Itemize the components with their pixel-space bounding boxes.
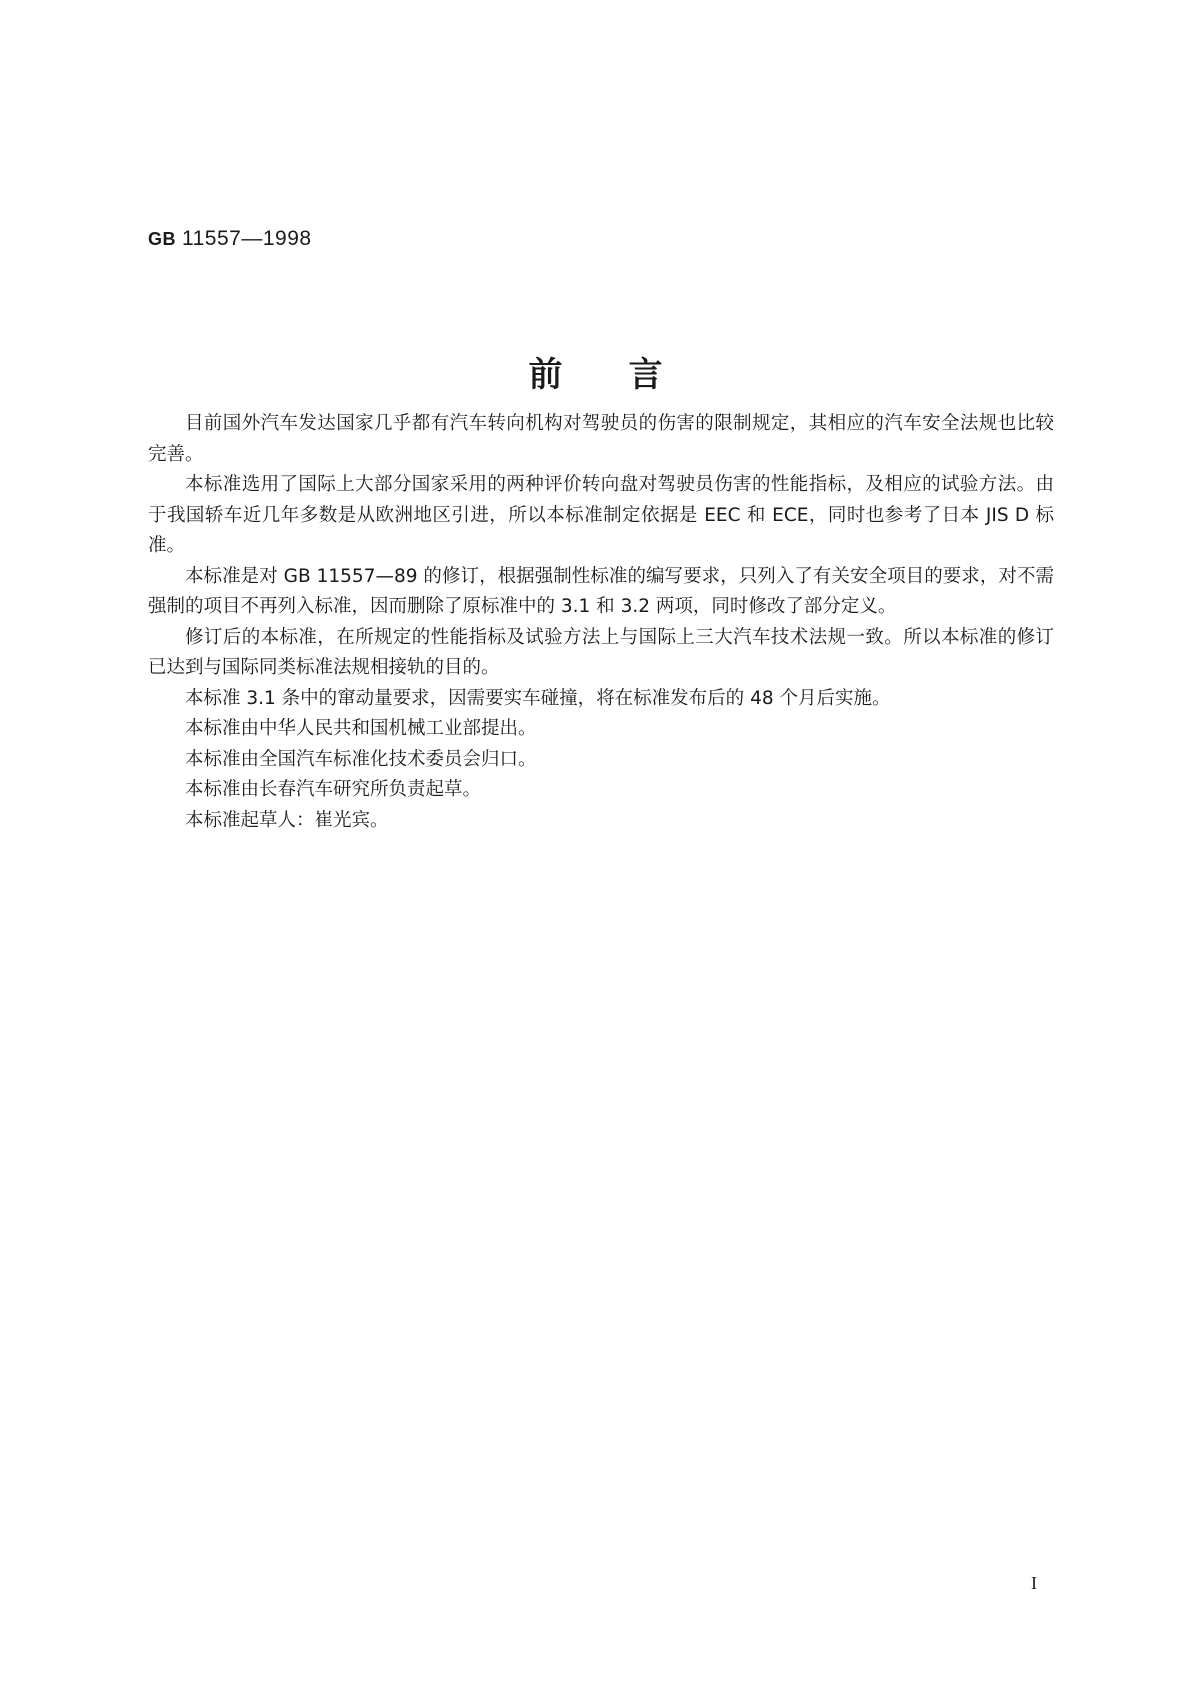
paragraph: 本标准由全国汽车标准化技术委员会归口。 bbox=[185, 748, 537, 770]
paragraph: 本标准由长春汽车研究所负责起草。 bbox=[185, 779, 482, 800]
paragraph: 目前国外汽车发达国家几乎都有汽车转向机构对驾驶员的伤害的限制规定，其相应的汽车安全法规也比较完善。 bbox=[148, 413, 1054, 465]
paragraph: 修订后的本标准，在所规定的性能指标及试验方法上与国际上三大汽车技术法规一致。所以本标准的修订已达到与国际同类标准法规相接轨的目的。 bbox=[148, 626, 1054, 678]
page-number: I bbox=[1031, 1573, 1037, 1593]
page-title: 前言 bbox=[528, 355, 729, 395]
paragraph: 本标准起草人：崔光宾。 bbox=[185, 809, 389, 831]
standard-code: 11557—1998 bbox=[182, 227, 312, 250]
paragraph: 本标准 3.1 条中的窜动量要求，因需要实车碰撞，将在标准发布后的 48 个月后实施。 bbox=[185, 687, 891, 709]
paragraph: 本标准由中华人民共和国机械工业部提出。 bbox=[185, 718, 537, 739]
standard-number bbox=[148, 226, 312, 251]
paragraph: 本标准选用了国际上大部分国家采用的两种评价转向盘对驾驶员伤害的性能指标，及相应的试验方法。由于我国轿车近几年多数是从欧洲地区引进，所以本标准制定依据是 EEC 和 ECE，同时也参考了日本 JIS D 标准。 bbox=[148, 474, 1054, 556]
standard-prefix: GB bbox=[148, 229, 176, 249]
foreword-body bbox=[148, 409, 1054, 836]
paragraph: 本标准是对 GB 11557—89 的修订，根据强制性标准的编写要求，只列入了有关安全项目的要求，对不需强制的项目不再列入标准，因而删除了原标准中的 3.1 和 3.2 两项，同时修改了部分定义。 bbox=[148, 565, 1054, 617]
